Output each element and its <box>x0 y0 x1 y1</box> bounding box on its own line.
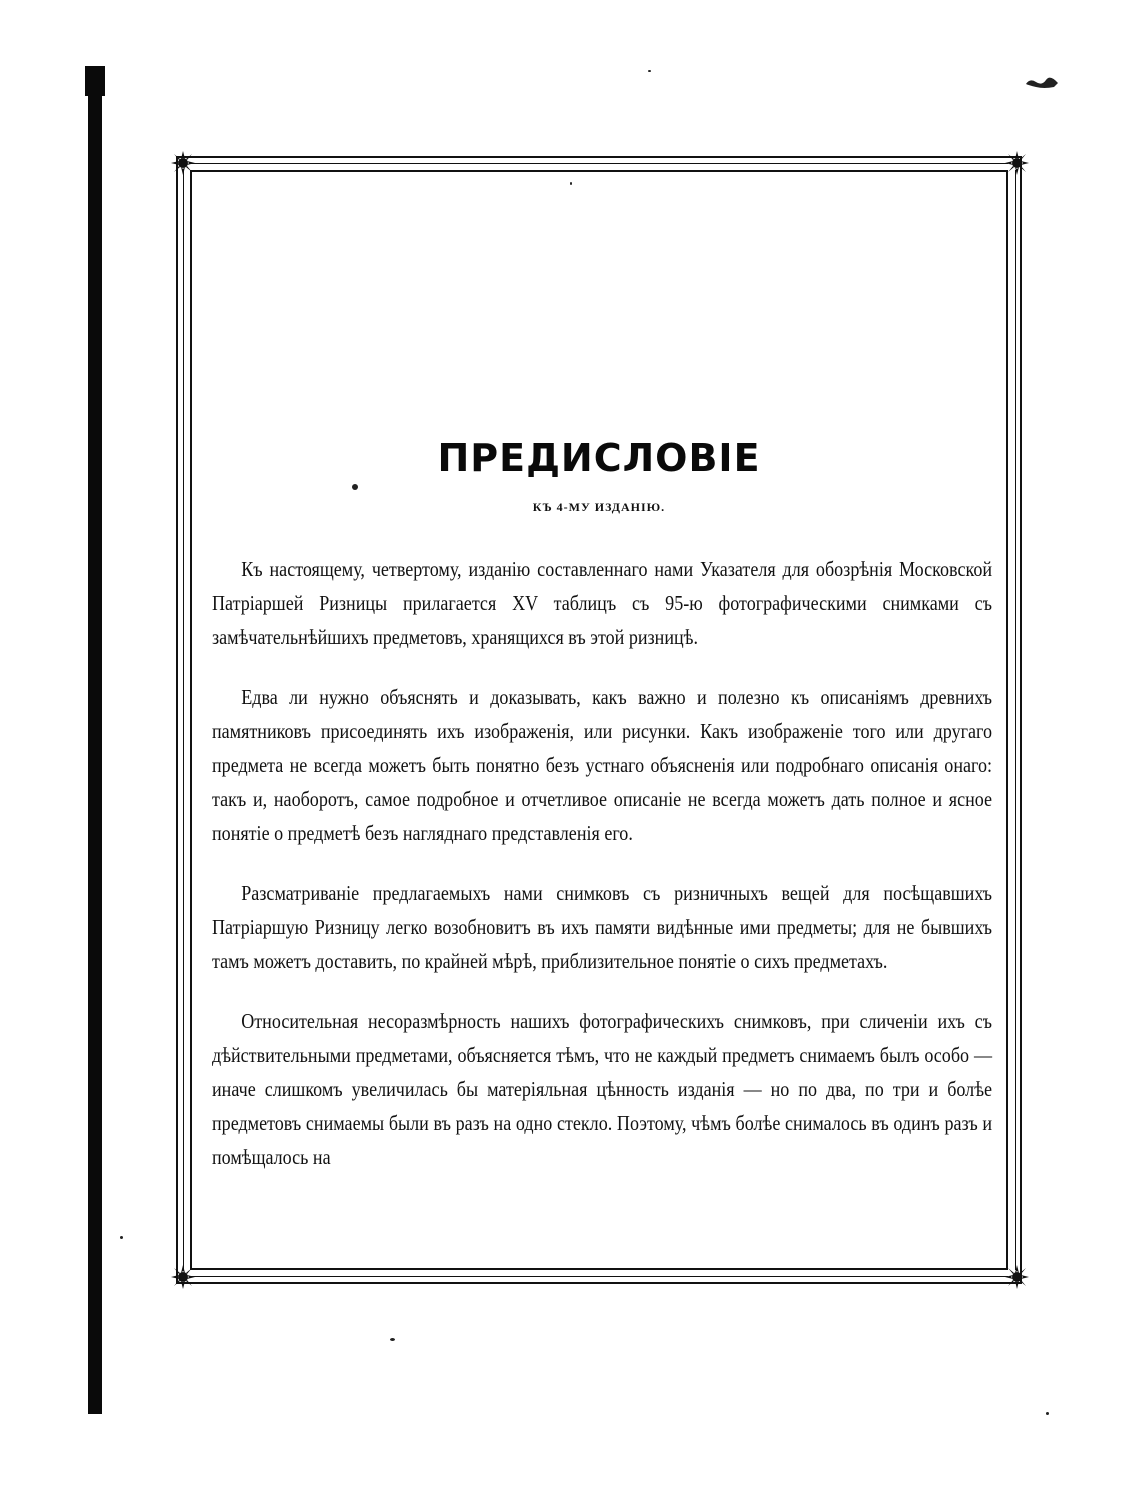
dust-speck <box>648 70 651 72</box>
book-binding-edge <box>88 66 102 1414</box>
paragraph-3: Разсматриваніе предлагаемыхъ нами снимковъ съ ризничныхъ вещей для посѣщавшихъ Патріаршую Ризницу легко возобновитъ въ ихъ памяти видѣнные ими предметы; для не бывшихъ тамъ можетъ доставить, по крайней мѣрѣ, приблизительное понятіе о сихъ предметахъ. <box>212 881 993 973</box>
ornament-icon <box>170 150 196 176</box>
preface-body <box>212 552 992 1200</box>
page-subtitle: КЪ 4-МУ ИЗДАНІЮ. <box>532 500 666 514</box>
frame-right-rule <box>1015 170 1016 1270</box>
dust-speck <box>390 1338 395 1341</box>
ornament-icon <box>1004 150 1030 176</box>
paragraph-4: Относительная несоразмѣрность нашихъ фотографическихъ снимковъ, при сличеніи ихъ съ дѣйствительными предметами, объясняется тѣмъ, что не каждый предметъ снимаемъ былъ особо — иначе слишкомъ увеличилась бы матеріяльная цѣнность изданія — но по два, по три и болѣе предметовъ снимаемы были въ разъ на одно стекло. Поэтому, чѣмъ болѣе снималось въ одинъ разъ и помѣщалось на <box>212 1009 993 1169</box>
ornament-icon <box>1004 1264 1030 1290</box>
dust-speck <box>1046 1412 1049 1415</box>
frame-bottom-rule <box>190 1276 1008 1277</box>
paragraph-2: Едва ли нужно объяснять и доказывать, какъ важно и полезно къ описаніямъ древнихъ памятниковъ присоединять ихъ изображенія, или рисунки. Какъ изображеніе того или другаго предмета не всегда можетъ быть понятно безъ устнаго объясненія или подробнаго описанія онаго: такъ и, наоборотъ, самое подробное и отчетливое описаніе не всегда можетъ дать полное и ясное понятіе о предметѣ безъ нагляднаго представленія его. <box>212 685 993 845</box>
dust-speck <box>120 1236 123 1239</box>
ornament-icon <box>170 1264 196 1290</box>
frame-top-rule <box>190 163 1008 164</box>
frame-left-rule <box>183 170 184 1270</box>
ink-smudge <box>1024 74 1060 90</box>
page-title: ПРЕДИСЛОВІЕ <box>437 436 761 480</box>
paragraph-1: Къ настоящему, четвертому, изданію составленнаго нами Указателя для обозрѣнія Московской Патріаршей Ризницы прилагается XV таблицъ съ 95-ю фотографическими снимками съ замѣчательнѣйшихъ предметовъ, хранящихся въ этой ризницѣ. <box>212 557 993 649</box>
